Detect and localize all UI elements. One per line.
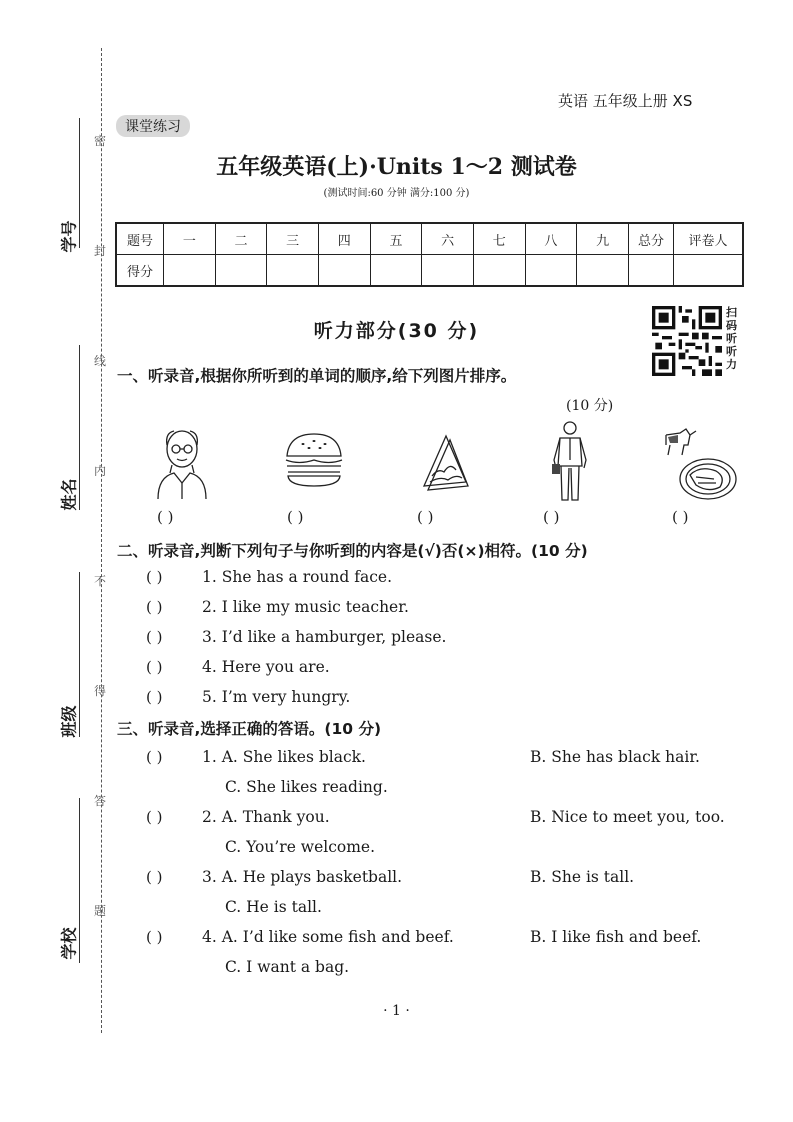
- name-line: [79, 345, 80, 510]
- seal-char: 得: [94, 684, 107, 698]
- order-blank[interactable]: ( ): [672, 508, 689, 526]
- order-blank[interactable]: ( ): [417, 508, 434, 526]
- qr-caption: 扫码听听力: [726, 306, 737, 371]
- order-blank[interactable]: ( ): [287, 508, 304, 526]
- statement-text: 3. I’d like a hamburger, please.: [202, 628, 447, 646]
- qr-code-icon[interactable]: [652, 306, 722, 376]
- seal-char: 不: [94, 574, 107, 588]
- answer-blank[interactable]: ( ): [146, 628, 163, 646]
- score-cell: 题号: [116, 223, 164, 255]
- order-blank[interactable]: ( ): [543, 508, 560, 526]
- answer-blank[interactable]: ( ): [146, 868, 163, 886]
- school-label: 学校: [59, 927, 79, 960]
- option-a: 1. A. She likes black.: [202, 748, 366, 766]
- answer-blank[interactable]: ( ): [146, 928, 163, 946]
- score-cell: 六: [422, 223, 474, 255]
- option-b: B. I like fish and beef.: [530, 928, 702, 946]
- page-number: · 1 ·: [383, 1003, 410, 1019]
- score-table-score-row: [116, 255, 743, 287]
- score-input-cell[interactable]: [525, 255, 577, 287]
- exam-title: 五年级英语(上)·Units 1～2 测试卷: [216, 154, 577, 180]
- name-label: 姓名: [59, 478, 79, 511]
- listening-part-title: 听力部分(30 分): [313, 320, 480, 342]
- score-input-cell[interactable]: [164, 255, 216, 287]
- answer-blank[interactable]: ( ): [146, 688, 163, 706]
- grandpa-icon: [150, 425, 216, 500]
- statement-text: 5. I’m very hungry.: [202, 688, 351, 706]
- answer-blank[interactable]: ( ): [146, 658, 163, 676]
- school-line: [79, 798, 80, 963]
- score-input-cell[interactable]: [422, 255, 474, 287]
- score-input-cell[interactable]: [370, 255, 422, 287]
- seal-char: 密: [94, 134, 107, 148]
- option-c: C. I want a bag.: [225, 958, 350, 976]
- beef-icon: [660, 425, 740, 503]
- option-c: C. You’re welcome.: [225, 838, 376, 856]
- score-input-cell[interactable]: [674, 255, 744, 287]
- option-c: C. He is tall.: [225, 898, 322, 916]
- statement-text: 2. I like my music teacher.: [202, 598, 409, 616]
- seal-char: 内: [94, 464, 107, 478]
- score-cell: 七: [473, 223, 525, 255]
- section2-heading: 二、听录音,判断下列句子与你听到的内容是(√)否(×)相符。(10 分): [117, 542, 588, 560]
- seal-char: 题: [94, 904, 107, 918]
- option-c: C. She likes reading.: [225, 778, 388, 796]
- class-label: 班级: [59, 705, 79, 738]
- score-cell: 总分: [629, 223, 674, 255]
- section3-heading: 三、听录音,选择正确的答语。(10 分): [117, 720, 382, 738]
- student-id-line: [79, 118, 80, 248]
- statement-text: 1. She has a round face.: [202, 568, 393, 586]
- statement-text: 4. Here you are.: [202, 658, 330, 676]
- score-input-cell[interactable]: [629, 255, 674, 287]
- answer-blank[interactable]: ( ): [146, 748, 163, 766]
- exam-subtitle: (测试时间:60 分钟 满分:100 分): [323, 188, 470, 199]
- score-cell: 评卷人: [674, 223, 744, 255]
- seal-char: 封: [94, 244, 107, 258]
- option-a: 3. A. He plays basketball.: [202, 868, 403, 886]
- section1-points: (10 分): [566, 398, 614, 414]
- score-cell: 二: [215, 223, 267, 255]
- seal-char: 答: [94, 794, 107, 808]
- sandwich-icon: [416, 432, 470, 492]
- seal-char: 线: [94, 354, 107, 368]
- score-table-header-row: [116, 223, 743, 255]
- answer-blank[interactable]: ( ): [146, 598, 163, 616]
- section1-heading: 一、听录音,根据你所听到的单词的顺序,给下列图片排序。: [117, 367, 517, 385]
- student-id-label: 学号: [59, 220, 79, 253]
- score-input-cell[interactable]: [318, 255, 370, 287]
- hamburger-icon: [283, 432, 345, 490]
- score-table: [115, 222, 744, 287]
- option-a: 4. A. I’d like some fish and beef.: [202, 928, 454, 946]
- option-a: 2. A. Thank you.: [202, 808, 330, 826]
- score-input-cell[interactable]: [473, 255, 525, 287]
- score-cell: 得分: [116, 255, 164, 287]
- score-cell: 九: [577, 223, 629, 255]
- score-input-cell[interactable]: [577, 255, 629, 287]
- score-cell: 四: [318, 223, 370, 255]
- option-b: B. Nice to meet you, too.: [530, 808, 725, 826]
- class-line: [79, 572, 80, 737]
- score-cell: 八: [525, 223, 577, 255]
- order-blank[interactable]: ( ): [157, 508, 174, 526]
- score-cell: 一: [164, 223, 216, 255]
- man-in-suit-icon: [550, 420, 590, 504]
- option-b: B. She is tall.: [530, 868, 635, 886]
- score-cell: 三: [267, 223, 319, 255]
- answer-blank[interactable]: ( ): [146, 568, 163, 586]
- answer-blank[interactable]: ( ): [146, 808, 163, 826]
- subject-header: 英语 五年级上册 XS: [558, 92, 693, 110]
- score-input-cell[interactable]: [267, 255, 319, 287]
- practice-badge: 课堂练习: [116, 115, 190, 137]
- score-cell: 五: [370, 223, 422, 255]
- option-b: B. She has black hair.: [530, 748, 700, 766]
- score-input-cell[interactable]: [215, 255, 267, 287]
